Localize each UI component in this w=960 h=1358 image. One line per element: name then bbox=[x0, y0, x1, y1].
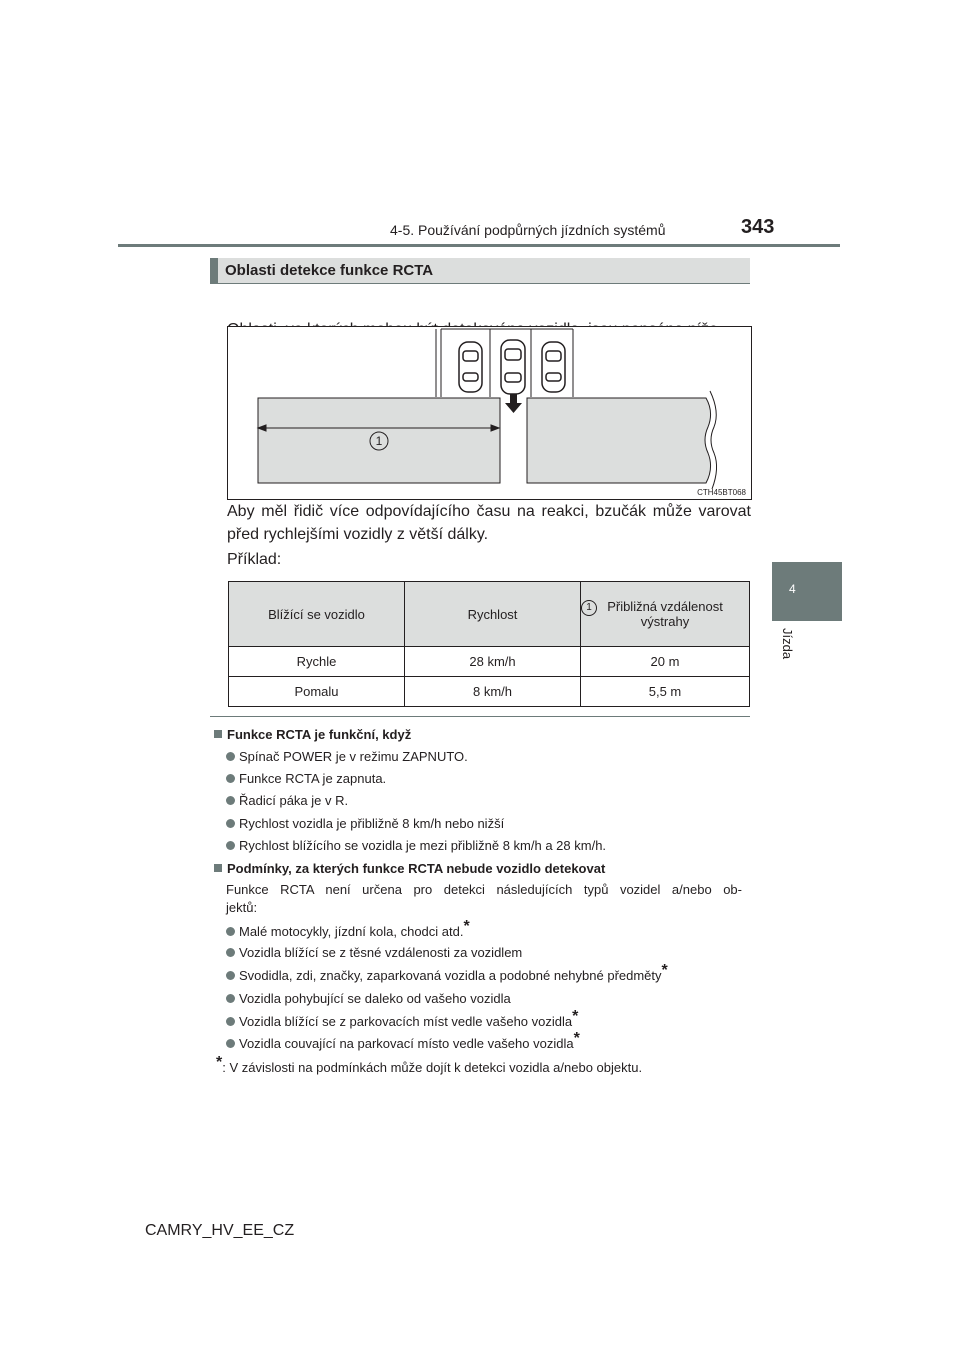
running-header: 4-5. Používání podpůrných jízdních systémů bbox=[390, 222, 666, 238]
asterisk-mark: * bbox=[661, 962, 668, 979]
bullet-icon bbox=[226, 971, 235, 980]
table-cell: 5,5 m bbox=[581, 677, 750, 707]
bullet-icon bbox=[226, 752, 235, 761]
reverse-arrow-icon bbox=[505, 394, 522, 413]
bullet-icon bbox=[226, 1039, 235, 1048]
footnote: *: V závislosti na podmínkách může dojít k detekci vozidla a/nebo objektu. bbox=[216, 1054, 643, 1075]
bullet-icon bbox=[226, 841, 235, 850]
cond2-heading: Podmínky, za kterých funkce RCTA nebude vozidlo detekovat bbox=[214, 861, 605, 876]
bullet-icon bbox=[226, 994, 235, 1003]
bullet-icon bbox=[226, 1017, 235, 1026]
parked-car-right bbox=[542, 342, 565, 392]
list-item: Řadicí páka je v R. bbox=[226, 793, 348, 808]
section-heading-underline bbox=[210, 283, 750, 284]
list-item: Rychlost vozidla je přibližně 8 km/h nebo nižší bbox=[226, 816, 504, 831]
page-number: 343 bbox=[741, 216, 775, 238]
chapter-number: 4 bbox=[789, 582, 796, 596]
parked-car-left bbox=[459, 342, 482, 392]
section-heading-bar bbox=[210, 258, 218, 284]
list-item: Funkce RCTA je zapnuta. bbox=[226, 771, 386, 786]
section-heading bbox=[210, 258, 750, 284]
section-title: Oblasti detekce funkce RCTA bbox=[225, 262, 434, 279]
speed-distance-table bbox=[228, 581, 750, 707]
table-cell: Rychle bbox=[229, 647, 405, 677]
example-label: Příklad: bbox=[227, 551, 282, 568]
bullet-icon bbox=[226, 948, 235, 957]
table-cell: Pomalu bbox=[229, 677, 405, 707]
cond2-intro-line1: Funkce RCTA není určena pro detekci následujících typů vozidel a/nebo ob- bbox=[226, 882, 742, 897]
asterisk-mark: * bbox=[572, 1008, 579, 1025]
header-speed: Rychlost bbox=[405, 582, 581, 647]
figure-code: CTH45BT068 bbox=[697, 488, 746, 497]
list-item: Malé motocykly, jízdní kola, chodci atd.* bbox=[226, 924, 470, 939]
section-divider bbox=[210, 716, 750, 717]
table-header-row bbox=[229, 582, 750, 647]
header-distance-cell bbox=[581, 582, 750, 647]
header-callout-1: 1 bbox=[581, 600, 597, 616]
document-code: CAMRY_HV_EE_CZ bbox=[145, 1222, 295, 1239]
bullet-icon bbox=[226, 819, 235, 828]
header-distance: Přibližná vzdálenost výstrahy bbox=[607, 599, 723, 629]
table-row bbox=[229, 647, 750, 677]
detection-area-figure bbox=[227, 326, 752, 500]
table-cell: 8 km/h bbox=[405, 677, 581, 707]
table-row bbox=[229, 677, 750, 707]
cond2-intro-line2: jektů: bbox=[226, 900, 258, 915]
chapter-tab bbox=[772, 562, 842, 621]
list-item: Svodidla, zdi, značky, zaparkovaná vozidla a podobné nehybné předměty* bbox=[226, 968, 668, 983]
detection-zone-right bbox=[527, 398, 711, 483]
square-bullet-icon bbox=[214, 730, 222, 738]
para1-line2: před rychlejšími vozidly z větší dálky. bbox=[227, 526, 489, 543]
list-item: Vozidla pohybující se daleko od vašeho vozidla bbox=[226, 991, 511, 1006]
header-rule bbox=[118, 244, 840, 247]
table-cell: 20 m bbox=[581, 647, 750, 677]
list-item: Vozidla blížící se z parkovacích míst vedle vašeho vozidla* bbox=[226, 1014, 578, 1029]
para1-line1: Aby měl řidič více odpovídajícího času na reakci, bzučák může varovat bbox=[227, 503, 751, 520]
bullet-icon bbox=[226, 796, 235, 805]
bullet-icon bbox=[226, 927, 235, 936]
asterisk-mark: * bbox=[463, 918, 470, 935]
list-item: Spínač POWER je v režimu ZAPNUTO. bbox=[226, 749, 468, 764]
parking-diagram bbox=[228, 327, 751, 499]
list-item: Vozidla blížící se z těsné vzdálenosti za vozidlem bbox=[226, 945, 522, 960]
header-vehicle: Blížící se vozidlo bbox=[229, 582, 405, 647]
bullet-icon bbox=[226, 774, 235, 783]
footnote-asterisk: * bbox=[216, 1054, 223, 1071]
square-bullet-icon bbox=[214, 864, 222, 872]
own-car bbox=[501, 340, 525, 394]
cond1-heading: Funkce RCTA je funkční, když bbox=[214, 727, 411, 742]
chapter-label: Jízda bbox=[780, 628, 795, 660]
list-item: Vozidla couvající na parkovací místo vedle vašeho vozidla* bbox=[226, 1036, 580, 1051]
asterisk-mark: * bbox=[573, 1030, 580, 1047]
list-item: Rychlost blížícího se vozidla je mezi přibližně 8 km/h a 28 km/h. bbox=[226, 838, 606, 853]
table-cell: 28 km/h bbox=[405, 647, 581, 677]
svg-text:1: 1 bbox=[375, 434, 383, 448]
